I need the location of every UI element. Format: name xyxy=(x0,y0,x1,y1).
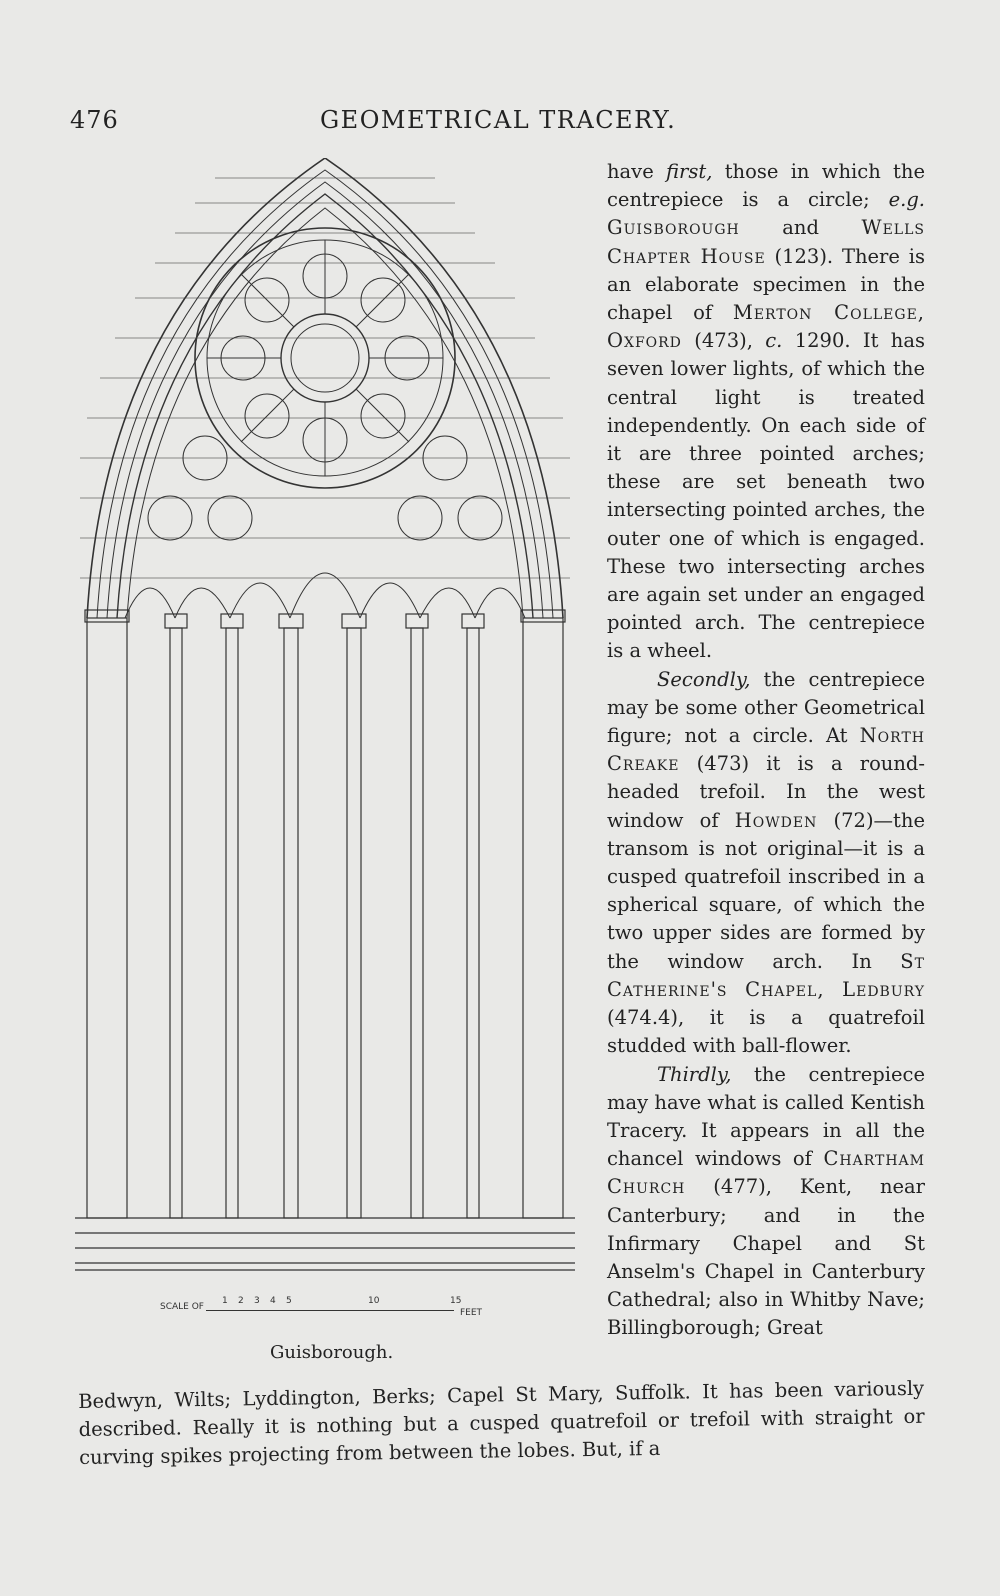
lancet-heads xyxy=(125,573,525,618)
paragraph-thirdly: Thirdly, the centrepiece may have what is called Kentish Tracery. It appears in all the chancel windows of Chartham Church (477), Kent, near Canterbury; and in the Infirmary Chapel and St Anselm's Chapel in Canterbury Cathedral; also in Whitby Nave; Billingborough; Great xyxy=(607,1062,925,1340)
tracery-drawing xyxy=(75,158,575,1338)
scale-tick-10: 10 xyxy=(368,1296,380,1306)
running-title: GEOMETRICAL TRACERY. xyxy=(320,106,677,134)
window-sill xyxy=(75,1218,575,1270)
mullions xyxy=(87,618,563,1218)
figure-caption: Guisborough. xyxy=(270,1342,394,1363)
page-number: 476 xyxy=(70,106,119,134)
scale-unit: FEET xyxy=(460,1308,483,1318)
wheel-spokes xyxy=(207,240,443,476)
text-column xyxy=(607,158,925,1343)
scale-tick-15: 15 xyxy=(450,1296,462,1306)
window-illustration xyxy=(75,158,575,1338)
scale-label: SCALE OF xyxy=(160,1302,204,1312)
masonry-lines xyxy=(80,178,570,578)
scale-tick-2: 2 xyxy=(238,1296,244,1306)
scale-tick-5: 5 xyxy=(286,1296,292,1306)
continuation-text xyxy=(78,1375,925,1472)
continuation-paragraph: Bedwyn, Wilts; Lyddington, Berks; Capel St Mary, Suffolk. It has been variously described. Really it is nothing but a cusped quatrefoil or trefoil with straight or curving spikes projecting from between the lobes. But, if a xyxy=(78,1376,925,1469)
scale-tick-3: 3 xyxy=(254,1296,260,1306)
paragraph-secondly: Secondly, the centrepiece may be some other Geometrical figure; not a circle. At North Creake (473) it is a round-headed trefoil. In the west window of Howden (72)—the transom is not original—it is a cusped quatrefoil inscribed in a spherical square, of which the two upper sides are formed by the window arch. In St Catherine's Chapel, Ledbury (474.4), it is a quatrefoil studded with ball-flower. xyxy=(607,667,925,1058)
scale-bar xyxy=(160,1298,500,1328)
scale-tick-4: 4 xyxy=(270,1296,276,1306)
capitals xyxy=(85,610,565,628)
paragraph-first: have first, those in which the centrepiece is a circle; e.g. Guisborough and Wells Chapter House (123). There is an elaborate specimen in the chapel of Merton College, Oxford (473), c. 1290. It has seven lower lights, of which the central light is treated independently. On each side of it are three pointed arches; these are set beneath two intersecting pointed arches, the outer one of which is engaged. These two intersecting arches are again set under an engaged pointed arch. The centrepiece is a wheel. xyxy=(607,160,926,663)
scale-tick-1: 1 xyxy=(222,1296,228,1306)
